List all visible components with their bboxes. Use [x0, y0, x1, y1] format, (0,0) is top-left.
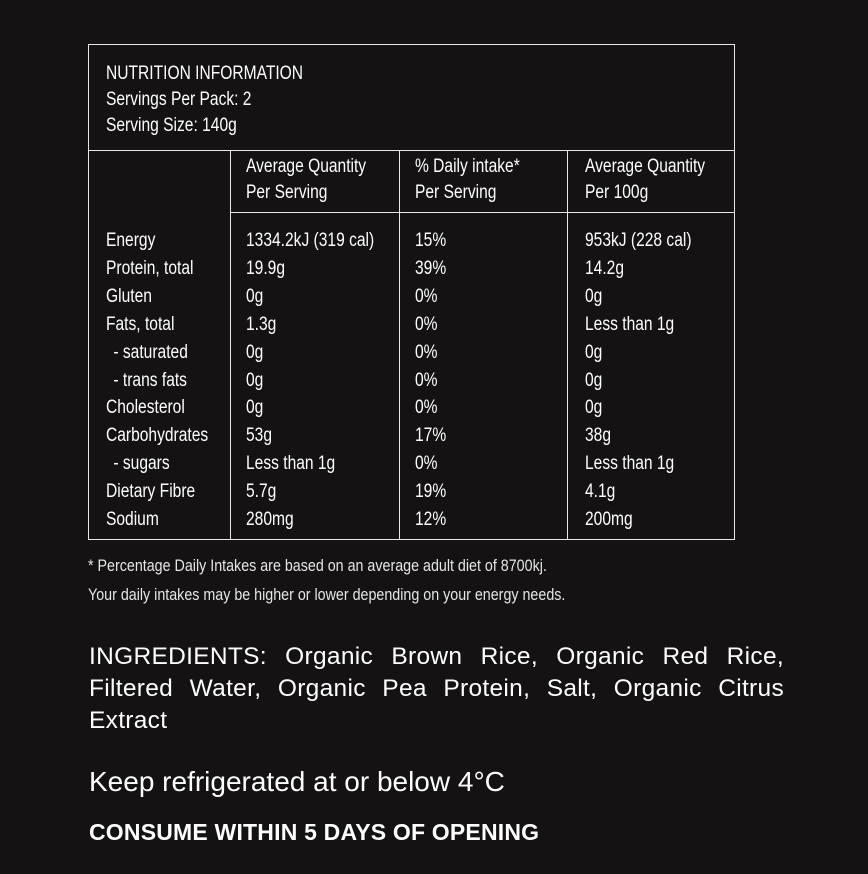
col-head-per-serving — [246, 154, 392, 206]
col-head-per-serving-line1: Average Quantity — [246, 156, 367, 177]
panel-header — [106, 61, 346, 139]
servings-per-pack: Servings Per Pack: 2 — [106, 89, 252, 110]
per-100g-value: 4.1g — [585, 481, 616, 503]
per-serving-value: 19.9g — [246, 257, 285, 279]
daily-intake-footnote — [88, 551, 565, 609]
daily-intake-value: 39% — [415, 257, 447, 279]
daily-intake-value: 17% — [415, 425, 447, 447]
per-serving-value: 1334.2kJ (319 cal) — [246, 230, 375, 251]
per-serving-value: 53g — [246, 425, 272, 447]
nutrient-name: Sodium — [106, 509, 159, 531]
per-serving-value: Less than 1g — [246, 453, 336, 475]
per-100g-values — [585, 227, 715, 534]
per-serving-value: 280mg — [246, 509, 294, 531]
daily-intake-value: 0% — [415, 369, 438, 391]
divider-columns — [230, 212, 734, 213]
nutrient-name: - sugars — [113, 453, 170, 475]
storage-instruction: Keep refrigerated at or below 4°C — [89, 766, 505, 797]
col-head-daily-line1: % Daily intake* — [415, 156, 520, 177]
nutrient-name: Energy — [106, 230, 156, 251]
nutrient-names — [106, 227, 231, 534]
per-100g-value: 0g — [585, 397, 603, 419]
daily-intake-value: 0% — [415, 285, 438, 307]
nutrient-name: Gluten — [106, 285, 152, 307]
nutrition-panel — [88, 44, 735, 540]
nutrient-name: - saturated — [113, 341, 188, 363]
nutrient-name: Dietary Fibre — [106, 481, 196, 503]
per-serving-value: 1.3g — [246, 313, 277, 335]
per-100g-value: 953kJ (228 cal) — [585, 230, 692, 251]
per-100g-value: 200mg — [585, 509, 633, 531]
nutrient-name: Carbohydrates — [106, 425, 209, 447]
per-100g-value: Less than 1g — [585, 453, 675, 475]
footnote-line-2: Your daily intakes may be higher or lower depending on your energy needs. — [88, 585, 566, 604]
col-head-daily-intake — [415, 154, 543, 206]
nutrient-name: Protein, total — [106, 257, 194, 279]
per-serving-value: 0g — [246, 369, 264, 391]
daily-intake-values — [415, 227, 453, 534]
col-head-per-100g — [585, 154, 731, 206]
per-serving-values — [246, 227, 402, 534]
per-100g-value: 0g — [585, 369, 603, 391]
nutrient-name: Fats, total — [106, 313, 175, 335]
per-serving-value: 5.7g — [246, 481, 277, 503]
per-serving-value: 0g — [246, 285, 264, 307]
col-head-per-100g-line2: Per 100g — [585, 182, 649, 203]
col-head-per-serving-line2: Per Serving — [246, 182, 328, 203]
footnote-line-1: * Percentage Daily Intakes are based on an average adult diet of 8700kj. — [88, 556, 547, 575]
divider-col-3 — [567, 150, 568, 539]
divider-header — [89, 150, 734, 151]
consume-warning: CONSUME WITHIN 5 DAYS OF OPENING — [89, 819, 540, 845]
per-100g-value: 14.2g — [585, 257, 624, 279]
daily-intake-value: 0% — [415, 341, 438, 363]
per-100g-value: 0g — [585, 285, 603, 307]
daily-intake-value: 0% — [415, 453, 438, 475]
ingredients-text: INGREDIENTS: Organic Brown Rice, Organic Red Rice, Filtered Water, Organic Pea Protein, Salt, Organic Citrus Extract — [89, 643, 784, 734]
daily-intake-value: 12% — [415, 509, 447, 531]
col-head-daily-line2: Per Serving — [415, 182, 497, 203]
per-100g-value: 0g — [585, 341, 603, 363]
per-100g-value: 38g — [585, 425, 611, 447]
serving-size: Serving Size: 140g — [106, 115, 237, 136]
per-serving-value: 0g — [246, 397, 264, 419]
daily-intake-value: 0% — [415, 313, 438, 335]
daily-intake-value: 19% — [415, 481, 447, 503]
nutrient-name: - trans fats — [113, 369, 187, 391]
per-serving-value: 0g — [246, 341, 264, 363]
per-100g-value: Less than 1g — [585, 313, 675, 335]
daily-intake-value: 15% — [415, 230, 447, 251]
nutrient-name: Cholesterol — [106, 397, 185, 419]
col-head-per-100g-line1: Average Quantity — [585, 156, 706, 177]
panel-title: NUTRITION INFORMATION — [106, 63, 304, 84]
daily-intake-value: 0% — [415, 397, 438, 419]
